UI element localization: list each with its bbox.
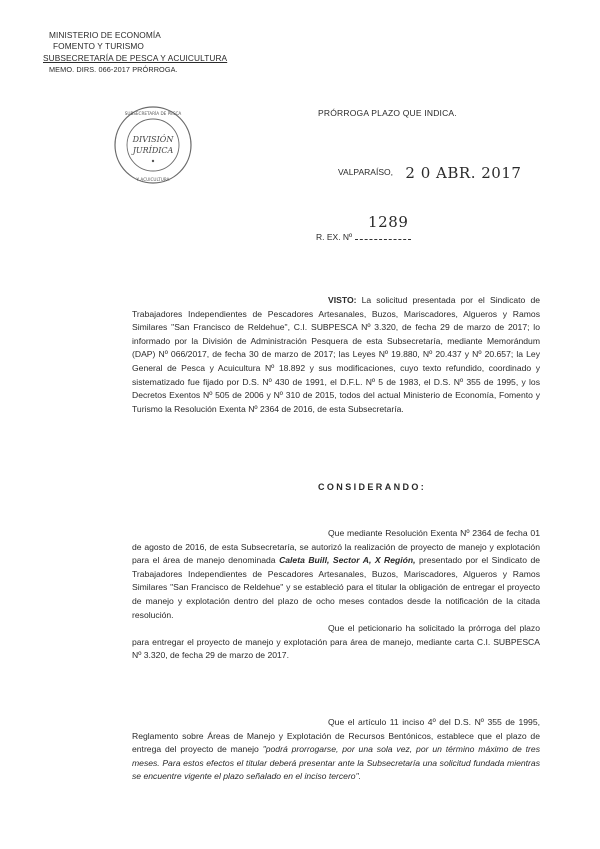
- considerando-1: [132, 527, 540, 622]
- resolution-signature-line: [355, 231, 411, 240]
- considerando-1-area-name: Caleta Buill, Sector A, X Región,: [279, 555, 416, 566]
- svg-text:JURÍDICA: JURÍDICA: [132, 146, 174, 155]
- considerando-title: CONSIDERANDO:: [318, 482, 427, 492]
- dateline: [338, 164, 521, 183]
- letterhead-memo-ref: MEMO. DIRS. 066-2017 PRÓRROGA.: [49, 65, 178, 75]
- svg-text:Y ACUICULTURA: Y ACUICULTURA: [136, 177, 170, 182]
- considerando-3-text-a: Que el artículo 11 inciso 4º del D.S. Nº 355 de 1995, Reglamento sobre Áreas de Manejo y Explotación de Recursos Bentónicos, establece que el plazo de entrega del proyecto de manejo: [132, 717, 540, 755]
- considerando-1-text-c: presentado por el Sindicato de Trabajadores Independientes de Pescadores Artesanales, Buzos, Mariscadores, Algueros y Ramos Similares "San Francisco de Reldehue" y se estableció para el titular la obligación de entregar el proyecto de manejo y explotación dentro del plazo de ocho meses contados desde la notificación de la citada resolución.: [132, 555, 541, 620]
- document-subject: PRÓRROGA PLAZO QUE INDICA.: [318, 108, 457, 118]
- considerando-3-quote: "podrá prorrogarse, por una sola vez, por un término máximo de tres meses. Para estos efectos el titular deberá presentar ante la Subsecretaría una solicitud fundada mientras se encuentre vigente el plazo señalado en el inciso tercero".: [132, 744, 540, 782]
- considerando-3: [132, 716, 540, 784]
- considerando-2: [132, 622, 540, 663]
- resolution-label-text: R. EX. Nº: [316, 232, 353, 242]
- visto-lead: VISTO:: [328, 295, 357, 305]
- resolution-number: 1289: [368, 213, 409, 231]
- letterhead-ministry-sub: FOMENTO Y TURISMO: [53, 41, 144, 52]
- dateline-place: VALPARAÍSO,: [338, 167, 393, 177]
- resolution-label: [316, 231, 411, 242]
- visto-text: La solicitud presentada por el Sindicato de Trabajadores Independientes de Pescadores Artesanales, Buzos, Mariscadores, Algueros y Ramos Similares "San Francisco de Reldehue", C.I. SUBPESCA Nº 3.320, de fecha 29 de marzo de 2017; lo informado por la División de Administración Pesquera de esta Subsecretaría, mediante Memorándum (DAP) Nº 066/2017, de fecha 30 de marzo de 2017; las Leyes Nº 19.880, Nº 20.437 y Nº 20.657; la Ley General de Pesca y Acuicultura Nº 18.892 y sus modificaciones, cuyo texto refundido, coordinado y sistematizado fue fijado por D.S. Nº 430 de 1991, el D.F.L. Nº 5 de 1983, el D.S. Nº 355 de 1995, y los Decretos Exentos Nº 505 de 2006 y Nº 310 de 2015, todos del actual Ministerio de Economía, Fomento y Turismo la Resolución Exenta Nº 2364 de 2016, de esta Subsecretaría.: [132, 295, 540, 414]
- considerando-2-text: Que el peticionario ha solicitado la prórroga del plazo para entregar el proyecto de manejo y explotación para área de manejo, mediante carta C.I. SUBPESCA Nº 3.320, de fecha 29 de marzo de 2017.: [132, 623, 540, 661]
- svg-text:SUBSECRETARÍA DE PESCA: SUBSECRETARÍA DE PESCA: [124, 111, 182, 116]
- considerando-1-text-a: Que mediante Resolución Exenta Nº 2364 de fecha 01 de agosto de 2016, de esta Subsecretaría, se autorizó la realización de proyecto de manejo y explotación para el área de manejo denominada: [132, 528, 540, 566]
- letterhead-ministry: MINISTERIO DE ECONOMÍA: [49, 30, 161, 40]
- svg-text:DIVISIÓN: DIVISIÓN: [132, 135, 174, 144]
- letterhead: [43, 30, 228, 76]
- letterhead-subsecretaria: SUBSECRETARÍA DE PESCA Y ACUICULTURA: [43, 52, 228, 63]
- dateline-date: 2 0 ABR. 2017: [405, 164, 522, 182]
- visto-paragraph: [132, 294, 540, 416]
- seal-stamp-icon: [112, 104, 194, 186]
